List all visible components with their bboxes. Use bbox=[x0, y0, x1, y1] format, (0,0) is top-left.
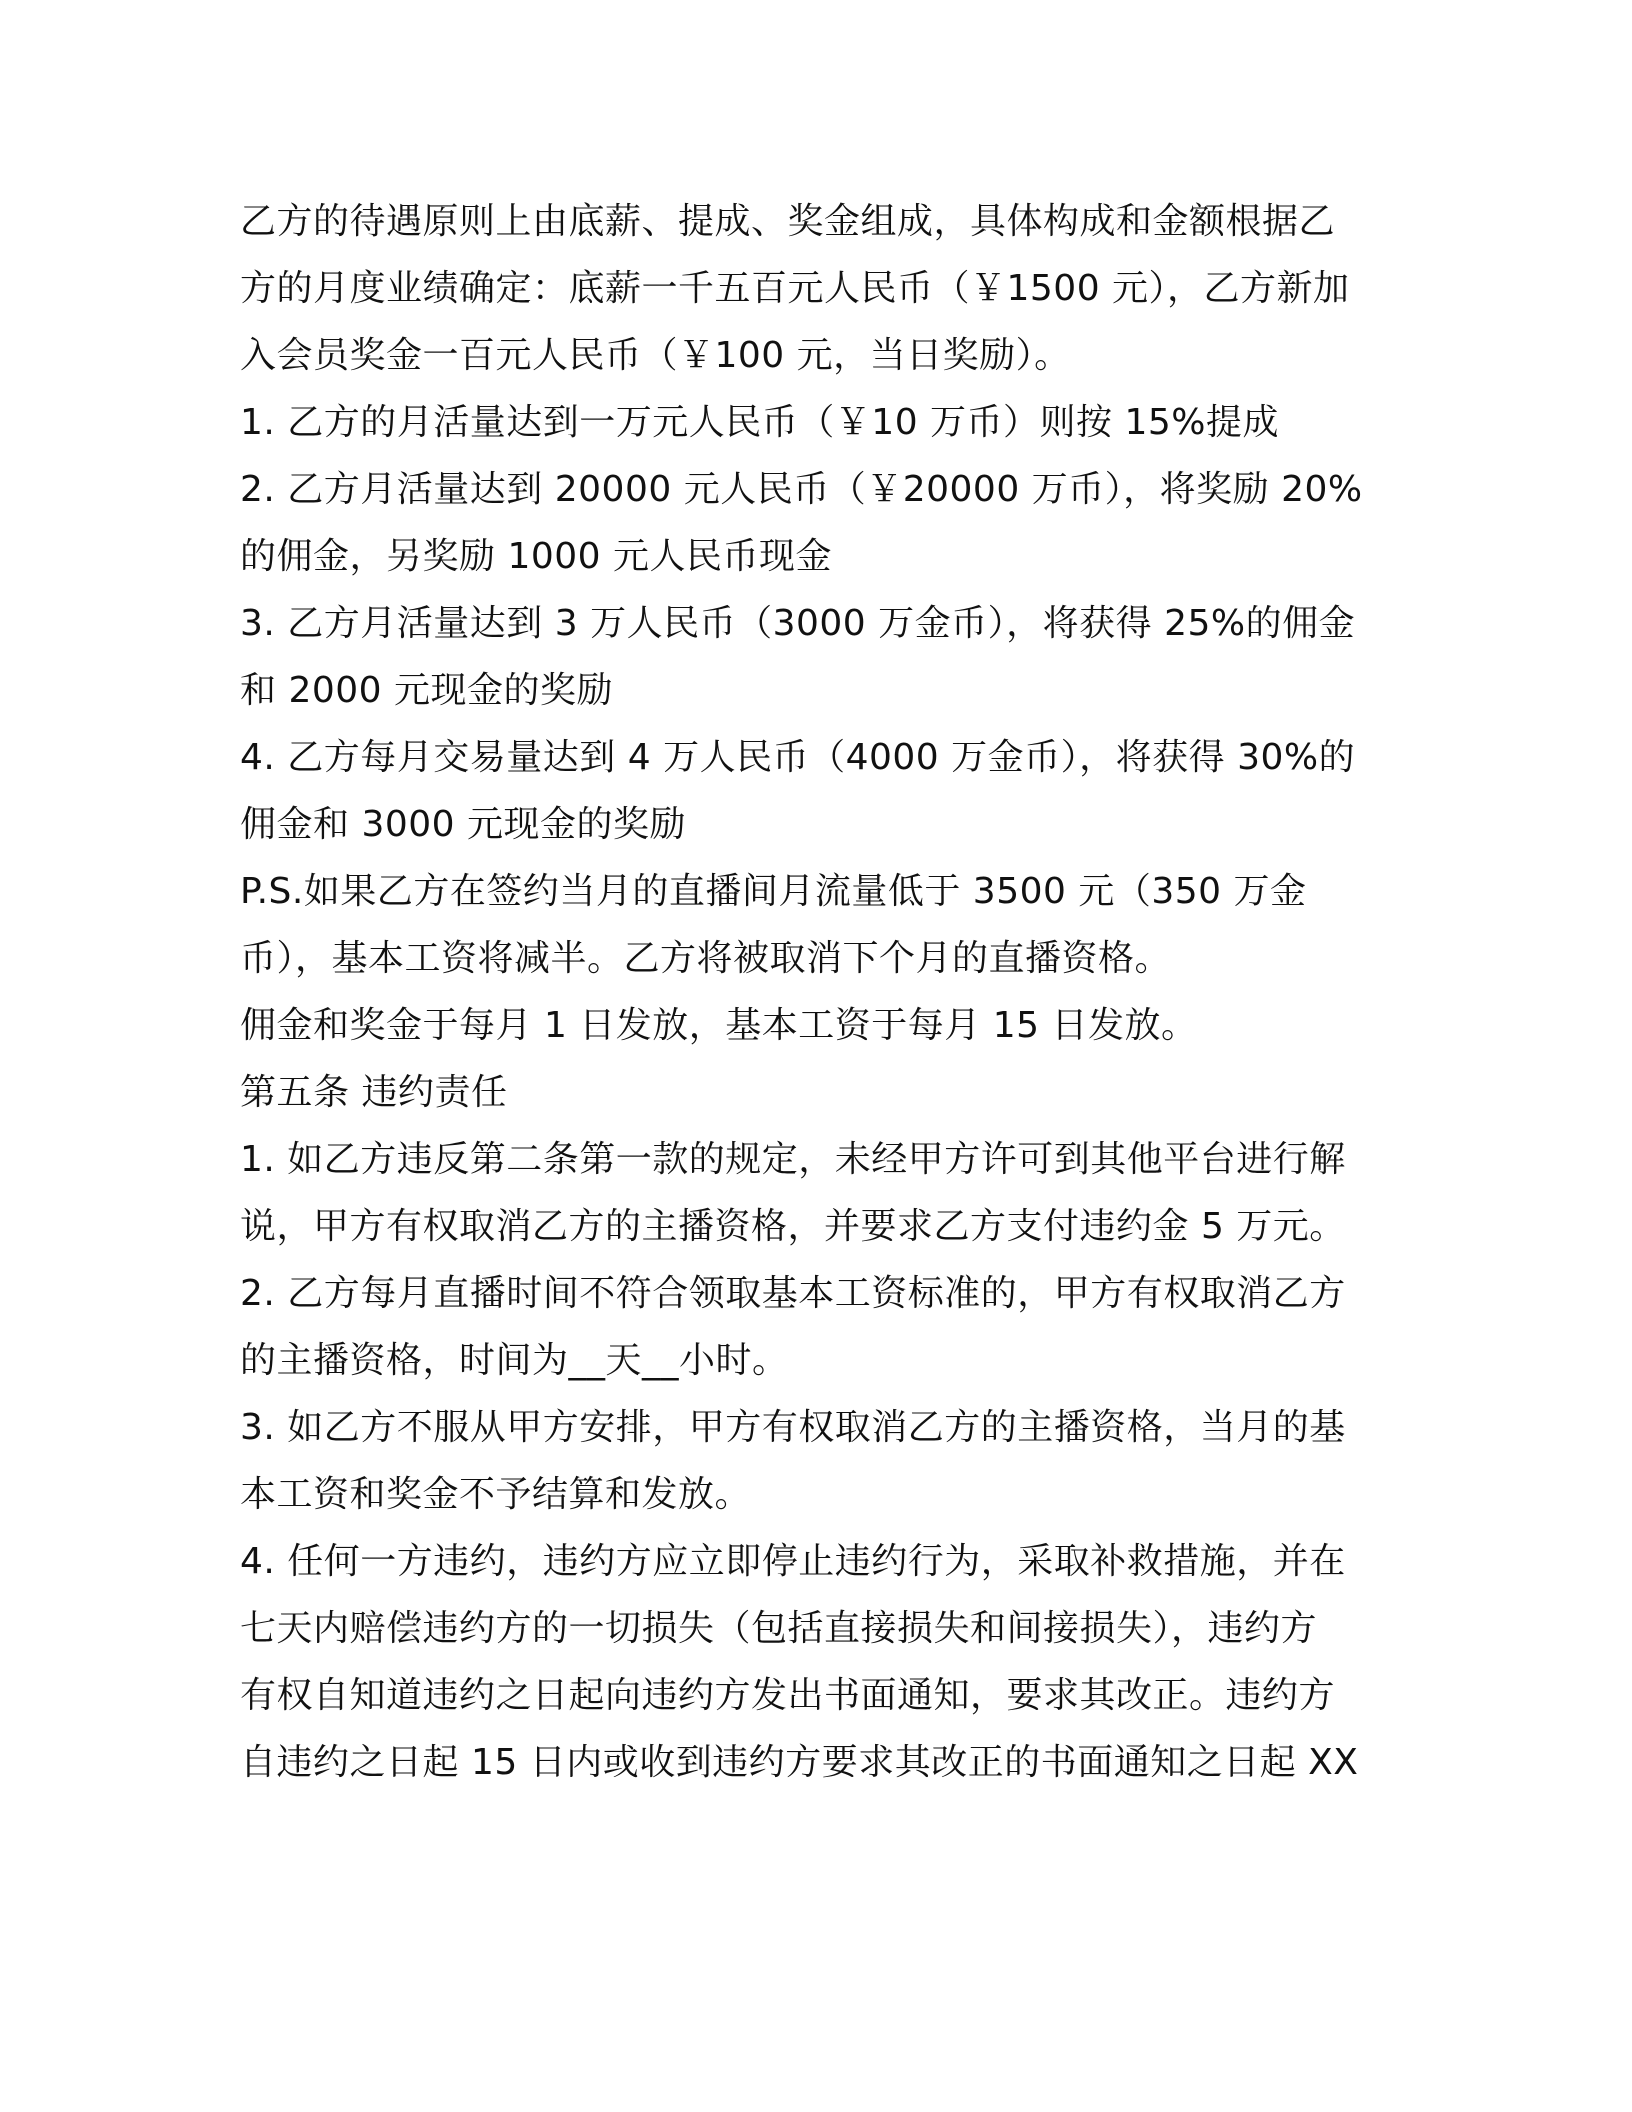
list-item-2: 2. 乙方月活量达到 20000 元人民币（￥20000 万币），将奖励 20% bbox=[240, 469, 1363, 510]
clause-item-1: 1. 如乙方违反第二条第一款的规定，未经甲方许可到其他平台进行解 bbox=[240, 1139, 1346, 1180]
clause-item-4: 4. 任何一方违约，违约方应立即停止违约行为，采取补救措施，并在 bbox=[240, 1541, 1346, 1582]
list-item-3: 3. 乙方月活量达到 3 万人民币（3000 万金币），将获得 25%的佣金 bbox=[240, 603, 1356, 644]
text-line: 乙方的待遇原则上由底薪、提成、奖金组成，具体构成和金额根据乙 bbox=[240, 201, 1336, 242]
text-line: 本工资和奖金不予结算和发放。 bbox=[240, 1474, 752, 1515]
text-line: 七天内赔偿违约方的一切损失（包括直接损失和间接损失），违约方 bbox=[240, 1608, 1318, 1649]
section-heading: 第五条 违约责任 bbox=[240, 1072, 508, 1113]
text-line: 有权自知道违约之日起向违约方发出书面通知，要求其改正。违约方 bbox=[240, 1675, 1336, 1716]
text-line: 入会员奖金一百元人民币（￥100 元，当日奖励）。 bbox=[240, 335, 1071, 376]
list-item-1: 1. 乙方的月活量达到一万元人民币（￥10 万币）则按 15%提成 bbox=[240, 402, 1280, 443]
text-line: 和 2000 元现金的奖励 bbox=[240, 670, 614, 711]
clause-item-2: 2. 乙方每月直播时间不符合领取基本工资标准的，甲方有权取消乙方 bbox=[240, 1273, 1346, 1314]
text-line: 的佣金，另奖励 1000 元人民币现金 bbox=[240, 536, 833, 577]
payment-schedule: 佣金和奖金于每月 1 日发放，基本工资于每月 15 日发放。 bbox=[240, 1005, 1198, 1046]
text-line: 自违约之日起 15 日内或收到违约方要求其改正的书面通知之日起 XX bbox=[240, 1742, 1359, 1783]
clause-item-3: 3. 如乙方不服从甲方安排，甲方有权取消乙方的主播资格，当月的基 bbox=[240, 1407, 1346, 1448]
text-line: 方的月度业绩确定：底薪一千五百元人民币（￥1500 元），乙方新加 bbox=[240, 268, 1350, 309]
text-line: 的主播资格，时间为__天__小时。 bbox=[240, 1340, 789, 1381]
text-line: 佣金和 3000 元现金的奖励 bbox=[240, 804, 687, 845]
text-line: 说，甲方有权取消乙方的主播资格，并要求乙方支付违约金 5 万元。 bbox=[240, 1206, 1346, 1247]
document-body bbox=[240, 188, 1380, 1796]
text-line: 币），基本工资将减半。乙方将被取消下个月的直播资格。 bbox=[240, 938, 1172, 979]
ps-note: P.S.如果乙方在签约当月的直播间月流量低于 3500 元（350 万金 bbox=[240, 871, 1307, 912]
list-item-4: 4. 乙方每月交易量达到 4 万人民币（4000 万金币），将获得 30%的 bbox=[240, 737, 1356, 778]
